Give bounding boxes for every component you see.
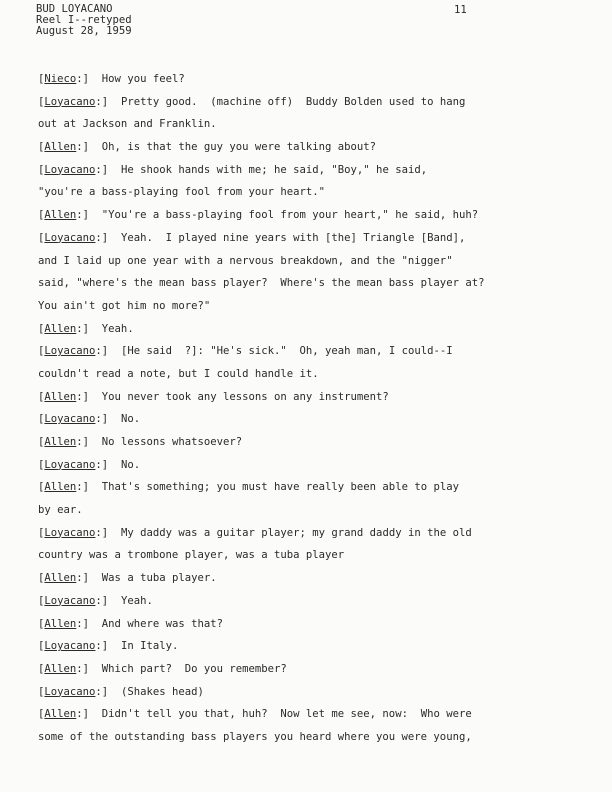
speaker-label: Loyacano: [44, 413, 96, 426]
transcript-line: [38, 681, 598, 704]
transcript-line: [38, 386, 598, 409]
header-reel: Reel I--retyped: [36, 14, 132, 26]
page-header: [36, 4, 132, 37]
bracket-close: :]: [95, 526, 109, 539]
bracket-open: [: [38, 95, 45, 108]
transcript-line: [38, 340, 598, 363]
line-text: couldn't read a note, but I could handle it.: [38, 367, 319, 380]
speaker-label: Allen: [44, 436, 77, 448]
transcript-line: [38, 658, 598, 681]
speaker-label: Allen: [44, 390, 77, 403]
transcript-line: [38, 68, 598, 91]
bracket-open: [: [38, 73, 45, 85]
bracket-close: :]: [95, 640, 109, 653]
transcript-line: [38, 522, 598, 545]
line-text: In Italy.: [108, 640, 179, 653]
bracket-close: :]: [95, 458, 109, 471]
line-text: out at Jackson and Franklin.: [38, 118, 217, 131]
bracket-open: [: [38, 685, 45, 698]
line-text: Oh, is that the guy you were talking about?: [89, 141, 377, 154]
speaker-label: Allen: [44, 209, 77, 222]
transcript-line: [38, 91, 598, 114]
bracket-close: :]: [76, 572, 90, 585]
bracket-open: [: [38, 209, 45, 222]
line-text: Yeah. I played nine years with [the] Triangle [Band],: [108, 231, 466, 244]
bracket-close: :]: [76, 662, 90, 675]
transcript-line: [38, 250, 598, 273]
speaker-label: Allen: [44, 481, 77, 494]
bracket-close: :]: [76, 481, 90, 494]
bracket-open: [: [38, 436, 45, 448]
transcript-line: [38, 454, 598, 477]
bracket-close: :]: [95, 95, 109, 108]
transcript-line: [38, 613, 598, 636]
transcript-line: [38, 295, 598, 318]
speaker-label: Loyacano: [44, 640, 96, 653]
header-date: August 28, 1959: [36, 25, 132, 37]
transcript-line: [38, 567, 598, 590]
bracket-open: [: [38, 708, 45, 721]
transcript-line: [38, 363, 598, 386]
bracket-open: [: [38, 572, 45, 585]
bracket-open: [: [38, 231, 45, 244]
bracket-close: :]: [76, 436, 90, 448]
speaker-label: Loyacano: [44, 594, 96, 607]
line-text: You ain't got him no more?": [38, 299, 211, 312]
bracket-open: [: [38, 322, 45, 335]
line-text: [He said ?]: "He's sick." Oh, yeah man, I could--I: [108, 345, 453, 358]
bracket-close: :]: [76, 390, 90, 403]
bracket-open: [: [38, 640, 45, 653]
line-text: country was a trombone player, was a tuba player: [38, 549, 345, 562]
transcript-line: [38, 181, 598, 204]
transcript-line: [38, 136, 598, 159]
bracket-open: [: [38, 458, 45, 471]
speaker-label: Loyacano: [44, 526, 96, 539]
bracket-open: [: [38, 163, 45, 176]
line-text: some of the outstanding bass players you heard where you were young,: [38, 730, 472, 743]
bracket-open: [: [38, 594, 45, 607]
speaker-label: Loyacano: [44, 95, 96, 108]
transcript-line: [38, 635, 598, 658]
bracket-open: [: [38, 617, 45, 630]
line-text: No lessons whatsoever?: [89, 436, 243, 448]
speaker-label: Allen: [44, 708, 77, 721]
bracket-close: :]: [76, 73, 90, 85]
line-text: and I laid up one year with a nervous breakdown, and the "nigger": [38, 254, 453, 267]
speaker-label: Loyacano: [44, 163, 96, 176]
transcript-line: [38, 499, 598, 522]
bracket-close: :]: [95, 231, 109, 244]
transcript-line: [38, 113, 598, 136]
bracket-close: :]: [76, 209, 90, 222]
bracket-open: [: [38, 481, 45, 494]
transcript-body: [38, 68, 598, 749]
bracket-open: [: [38, 413, 45, 426]
speaker-label: Allen: [44, 322, 77, 335]
bracket-close: :]: [95, 685, 109, 698]
bracket-close: :]: [76, 322, 90, 335]
line-text: No.: [108, 458, 141, 471]
speaker-label: Allen: [44, 141, 77, 154]
line-text: Didn't tell you that, huh? Now let me see, now: Who were: [89, 708, 472, 721]
transcript-line: [38, 408, 598, 431]
line-text: And where was that?: [89, 617, 223, 630]
line-text: Yeah.: [108, 594, 153, 607]
transcript-line: [38, 703, 598, 726]
line-text: (Shakes head): [108, 685, 204, 698]
transcript-line: [38, 590, 598, 613]
line-text: Which part? Do you remember?: [89, 662, 287, 675]
line-text: You never took any lessons on any instrument?: [89, 390, 389, 403]
transcript-line: [38, 544, 598, 567]
transcript-line: [38, 204, 598, 227]
line-text: Pretty good. (machine off) Buddy Bolden used to hang: [108, 95, 466, 108]
page-number: 11: [454, 4, 467, 16]
bracket-close: :]: [95, 345, 109, 358]
bracket-open: [: [38, 390, 45, 403]
bracket-close: :]: [76, 708, 90, 721]
bracket-close: :]: [95, 163, 109, 176]
transcript-line: [38, 431, 598, 454]
line-text: How you feel?: [89, 73, 185, 85]
bracket-open: [: [38, 345, 45, 358]
line-text: No.: [108, 413, 141, 426]
line-text: That's something; you must have really been able to play: [89, 481, 459, 494]
speaker-label: Allen: [44, 617, 77, 630]
line-text: "you're a bass-playing fool from your heart.": [38, 186, 326, 199]
speaker-label: Allen: [44, 572, 77, 585]
speaker-label: Loyacano: [44, 231, 96, 244]
speaker-label: Loyacano: [44, 345, 96, 358]
line-text: Was a tuba player.: [89, 572, 217, 585]
line-text: He shook hands with me; he said, "Boy," he said,: [108, 163, 428, 176]
line-text: "You're a bass-playing fool from your heart," he said, huh?: [89, 209, 479, 222]
line-text: My daddy was a guitar player; my grand daddy in the old: [108, 526, 472, 539]
line-text: Yeah.: [89, 322, 134, 335]
transcript-line: [38, 159, 598, 182]
transcript-line: [38, 318, 598, 341]
transcript-line: [38, 227, 598, 250]
bracket-open: [: [38, 526, 45, 539]
speaker-label: Allen: [44, 662, 77, 675]
bracket-close: :]: [95, 594, 109, 607]
bracket-close: :]: [76, 617, 90, 630]
line-text: by ear.: [38, 504, 83, 517]
line-text: said, "where's the mean bass player? Where's the mean bass player at?: [38, 277, 485, 290]
bracket-close: :]: [76, 141, 90, 154]
bracket-close: :]: [95, 413, 109, 426]
transcript-line: [38, 726, 598, 749]
speaker-label: Loyacano: [44, 458, 96, 471]
transcript-line: [38, 272, 598, 295]
transcript-line: [38, 476, 598, 499]
bracket-open: [: [38, 141, 45, 154]
speaker-label: Nieco: [44, 73, 77, 85]
header-interviewee: BUD LOYACANO: [36, 3, 113, 15]
bracket-open: [: [38, 662, 45, 675]
speaker-label: Loyacano: [44, 685, 96, 698]
